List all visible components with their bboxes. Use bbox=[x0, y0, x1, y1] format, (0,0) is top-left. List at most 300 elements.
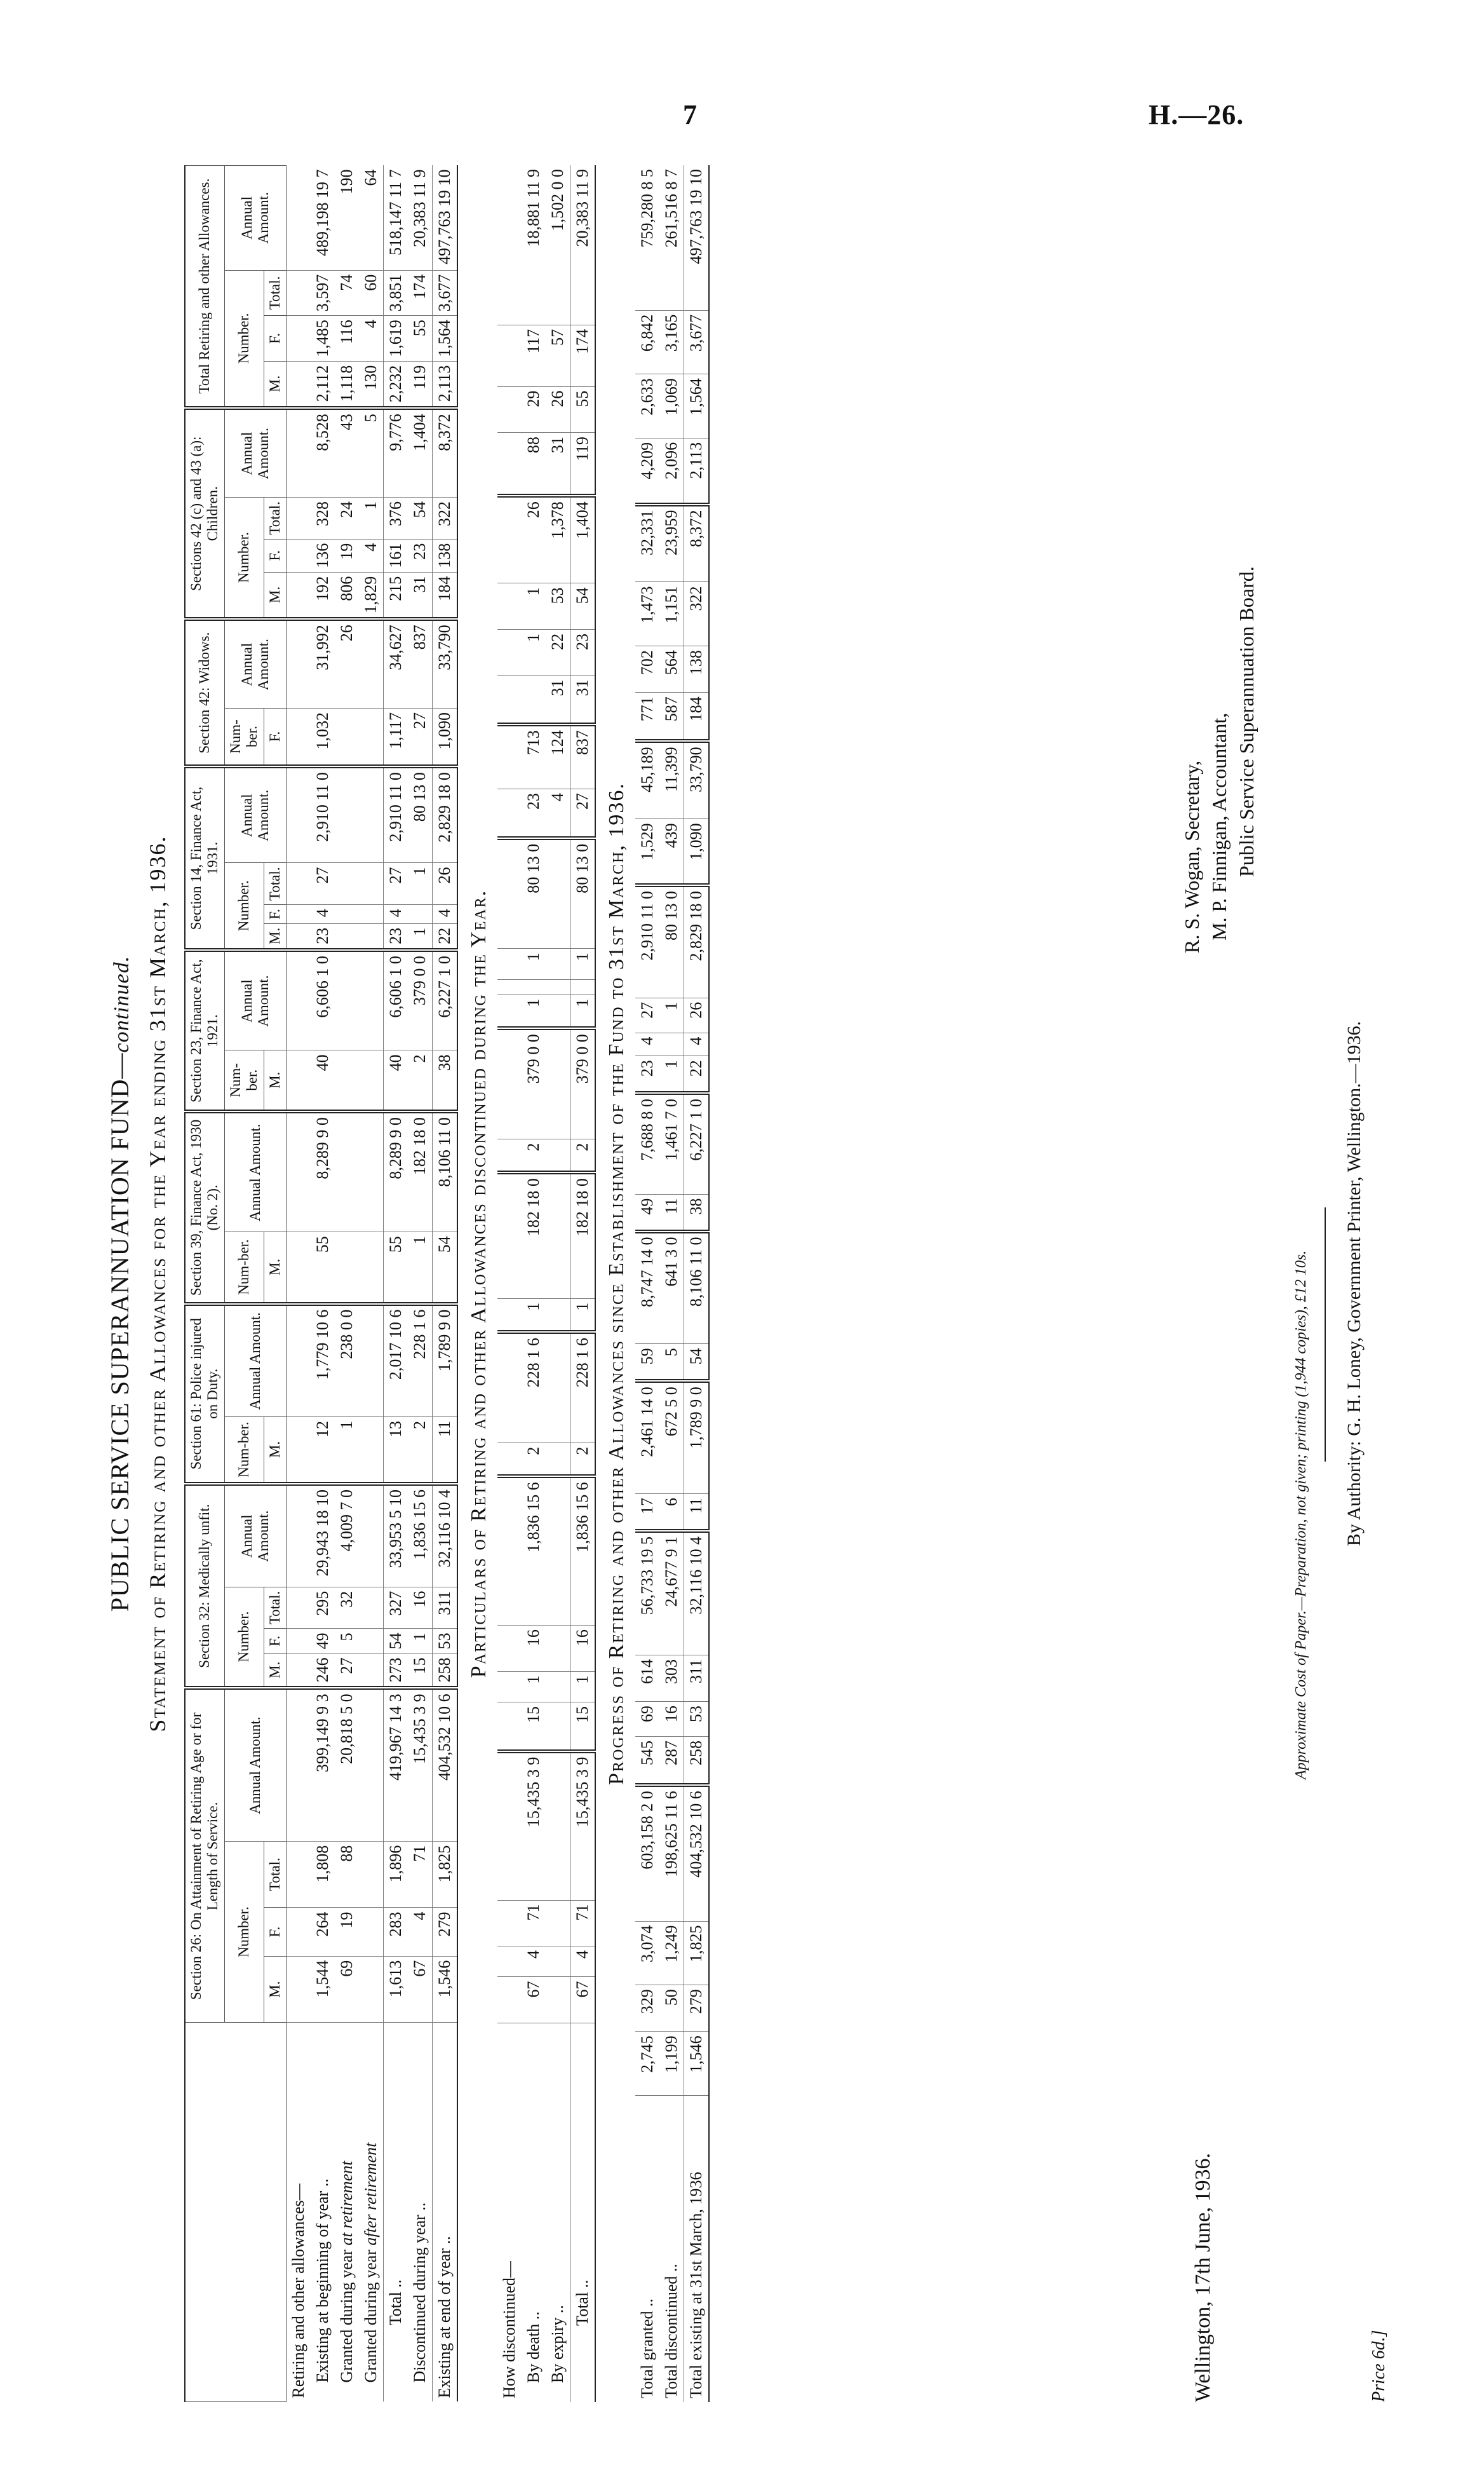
statement-cell bbox=[335, 923, 359, 950]
discontinued-cell: 2 bbox=[522, 1443, 546, 1476]
statement-cell: 3,677 bbox=[433, 270, 458, 316]
number-header: Num-ber. bbox=[224, 1232, 264, 1304]
total-header: Total. bbox=[264, 1587, 286, 1629]
progress-cell: 2,829 18 0 bbox=[684, 885, 710, 998]
statement-cell: 12 bbox=[311, 1417, 335, 1484]
column-group-header: Section 42: Widows. bbox=[185, 619, 224, 766]
discontinued-cell bbox=[497, 1751, 522, 1900]
statement-cell: 49 bbox=[311, 1629, 335, 1654]
statement-cell: 283 bbox=[384, 1908, 408, 1956]
statement-cell: 8,289 9 0 bbox=[311, 1111, 335, 1232]
discontinued-cell bbox=[546, 1946, 570, 1977]
discontinued-cell: 15 bbox=[522, 1702, 546, 1751]
statement-cell bbox=[359, 950, 384, 1050]
statement-cell: 497,763 19 10 bbox=[433, 166, 458, 271]
statement-cell bbox=[359, 1232, 384, 1304]
discontinued-cell bbox=[522, 979, 546, 995]
progress-cell: 80 13 0 bbox=[659, 885, 684, 998]
statement-cell: 29,943 18 10 bbox=[311, 1484, 335, 1587]
progress-row bbox=[684, 165, 710, 2402]
statement-cell: 1,032 bbox=[311, 709, 335, 767]
discontinued-cell bbox=[497, 629, 522, 676]
progress-cell: 50 bbox=[659, 1985, 684, 2032]
discontinued-cell bbox=[497, 165, 522, 325]
statement-cell: 54 bbox=[384, 1629, 408, 1654]
discontinued-cell bbox=[546, 1900, 570, 1946]
cost-of-paper: Approximate Cost of Paper.—Preparation, not given; printing (1,944 copies), £12 10s. bbox=[1293, 1250, 1309, 1779]
statement-cell bbox=[287, 766, 311, 863]
discontinued-cell bbox=[497, 1702, 522, 1751]
statement-cell bbox=[287, 408, 311, 497]
statement-cell: 5 bbox=[335, 1629, 359, 1654]
statement-cell: 837 bbox=[408, 619, 433, 708]
statement-cell: 4 bbox=[433, 905, 458, 924]
statement-row bbox=[408, 166, 433, 2402]
statement-cell: 40 bbox=[384, 1050, 408, 1111]
m-header: M. bbox=[264, 1417, 286, 1484]
progress-cell: 3,677 bbox=[684, 310, 710, 374]
statement-cell bbox=[359, 1050, 384, 1111]
discontinued-cell bbox=[497, 386, 522, 433]
progress-cell: 672 5 0 bbox=[659, 1381, 684, 1493]
progress-cell: 564 bbox=[659, 646, 684, 693]
progress-cell: 138 bbox=[684, 646, 710, 693]
statement-cell: 1,564 bbox=[433, 316, 458, 362]
statement-cell bbox=[287, 1654, 311, 1688]
statement-cell: 33,790 bbox=[433, 619, 458, 708]
statement-cell: 138 bbox=[433, 539, 458, 572]
m-header: M. bbox=[264, 572, 286, 619]
statement-cell: 55 bbox=[408, 316, 433, 362]
progress-cell: 23,959 bbox=[659, 505, 684, 582]
number-header: Number. bbox=[224, 498, 264, 620]
header-row-groups bbox=[185, 166, 224, 2402]
discontinued-cell bbox=[497, 789, 522, 838]
discontinued-row-label: By expiry .. bbox=[548, 2305, 567, 2383]
signature-board: Public Service Superannuation Board. bbox=[1235, 566, 1258, 877]
statement-cell bbox=[359, 1841, 384, 1908]
progress-cell: 11,399 bbox=[659, 741, 684, 818]
statement-cell: 327 bbox=[384, 1587, 408, 1629]
progress-cell: 184 bbox=[684, 693, 710, 742]
statement-cell: 518,147 11 7 bbox=[384, 166, 408, 271]
progress-cell: 17 bbox=[635, 1494, 659, 1531]
progress-cell: 26 bbox=[684, 998, 710, 1033]
document-reference: H.—26. bbox=[1149, 99, 1245, 130]
progress-cell: 198,625 11 6 bbox=[659, 1785, 684, 1921]
discontinued-cell: 29 bbox=[522, 386, 546, 433]
progress-cell: 1,151 bbox=[659, 582, 684, 646]
discontinued-cell: 16 bbox=[570, 1626, 596, 1672]
discontinued-cell: 228 1 6 bbox=[570, 1332, 596, 1443]
discontinued-cell bbox=[497, 1139, 522, 1172]
progress-cell: 771 bbox=[635, 693, 659, 742]
progress-cell: 8,106 11 0 bbox=[684, 1232, 710, 1344]
discontinued-cell bbox=[497, 1028, 522, 1139]
progress-cell: 38 bbox=[684, 1194, 710, 1231]
statement-cell: 322 bbox=[433, 498, 458, 540]
progress-cell: 54 bbox=[684, 1344, 710, 1381]
statement-cell bbox=[359, 905, 384, 924]
statement-cell: 1,544 bbox=[311, 1956, 335, 2023]
statement-cell bbox=[359, 766, 384, 863]
statement-cell bbox=[335, 1232, 359, 1304]
discontinued-cell: 4 bbox=[546, 789, 570, 838]
progress-cell: 2,745 bbox=[635, 2032, 659, 2096]
discontinued-cell bbox=[546, 1139, 570, 1172]
progress-row-label: Total granted .. bbox=[638, 2298, 657, 2398]
discontinued-cell bbox=[546, 1028, 570, 1139]
progress-cell: 1,069 bbox=[659, 374, 684, 438]
statement-cell: 38 bbox=[433, 1050, 458, 1111]
discontinued-cell: 20,383 11 9 bbox=[570, 165, 596, 325]
discontinued-cell bbox=[497, 676, 522, 724]
statement-cell: 228 1 6 bbox=[408, 1304, 433, 1417]
discontinued-cell bbox=[497, 496, 522, 583]
page-number: 7 bbox=[683, 99, 697, 130]
total-header: Total. bbox=[264, 498, 286, 540]
discontinued-cell: 71 bbox=[522, 1900, 546, 1946]
statement-cell: 23 bbox=[384, 923, 408, 950]
statement-cell bbox=[287, 1629, 311, 1654]
discontinued-cell: 1 bbox=[522, 1671, 546, 1702]
progress-cell: 4 bbox=[635, 1033, 659, 1056]
statement-cell: 88 bbox=[335, 1841, 359, 1908]
annual-amount-header: Annual Amount. bbox=[224, 1484, 286, 1587]
statement-cell: 64 bbox=[359, 166, 384, 271]
progress-cell: 11 bbox=[659, 1194, 684, 1231]
statement-cell bbox=[359, 1417, 384, 1484]
progress-cell: 69 bbox=[635, 1702, 659, 1737]
discontinued-cell: 1 bbox=[522, 949, 546, 979]
column-group-header: Total Retiring and other Allowances. bbox=[185, 166, 224, 409]
statement-cell: 54 bbox=[433, 1232, 458, 1304]
statement-cell bbox=[287, 316, 311, 362]
m-header: M. bbox=[264, 1654, 286, 1688]
progress-cell: 1,090 bbox=[684, 819, 710, 885]
progress-cell: 2,910 11 0 bbox=[635, 885, 659, 998]
statement-cell: 16 bbox=[408, 1587, 433, 1629]
progress-cell: 27 bbox=[635, 998, 659, 1033]
statement-cell bbox=[359, 619, 384, 708]
discontinued-cell: 1,502 0 0 bbox=[546, 165, 570, 325]
statement-cell: 55 bbox=[311, 1232, 335, 1304]
statement-cell bbox=[335, 766, 359, 863]
statement-cell: 2 bbox=[408, 1417, 433, 1484]
statement-cell: 3,851 bbox=[384, 270, 408, 316]
statement-cell: 1,836 15 6 bbox=[408, 1484, 433, 1587]
statement-cell bbox=[287, 709, 311, 767]
statement-cell bbox=[287, 498, 311, 540]
statement-cell: 215 bbox=[384, 572, 408, 619]
statement-cell: 119 bbox=[408, 361, 433, 408]
statement-cell: 27 bbox=[311, 863, 335, 905]
discontinued-cell bbox=[497, 1977, 522, 2023]
statement-row bbox=[335, 166, 359, 2402]
progress-cell: 8,372 bbox=[684, 505, 710, 582]
statement-cell: 23 bbox=[408, 539, 433, 572]
f-header: F. bbox=[264, 1629, 286, 1654]
statement-title: Statement of Retiring and other Allowances for the Year ending 31st March, 1936. bbox=[145, 835, 170, 1732]
statement-cell: 1,619 bbox=[384, 316, 408, 362]
statement-cell: 15,435 3 9 bbox=[408, 1688, 433, 1841]
statement-cell bbox=[335, 1050, 359, 1111]
progress-cell: 32,331 bbox=[635, 505, 659, 582]
statement-cell: 31 bbox=[408, 572, 433, 619]
statement-cell: 22 bbox=[433, 923, 458, 950]
m-header: M. bbox=[264, 923, 286, 950]
statement-cell: 19 bbox=[335, 539, 359, 572]
discontinued-cell: 1 bbox=[522, 583, 546, 630]
statement-cell: 1,779 10 6 bbox=[311, 1304, 335, 1417]
statement-cell bbox=[335, 709, 359, 767]
printer-authority: By Authority: G. H. Loney, Government Printer, Wellington.—1936. bbox=[1344, 1021, 1365, 1547]
discontinued-cell bbox=[497, 1626, 522, 1672]
statement-cell: 19 bbox=[335, 1908, 359, 1956]
statement-cell: 1,090 bbox=[433, 709, 458, 767]
discontinued-cell: 67 bbox=[522, 1977, 546, 2023]
rotated-page bbox=[98, 153, 1426, 2415]
m-header: M. bbox=[264, 1050, 286, 1111]
statement-cell: 5 bbox=[359, 408, 384, 497]
discontinued-cell: 182 18 0 bbox=[570, 1172, 596, 1298]
discontinued-cell: 1 bbox=[570, 949, 596, 979]
progress-cell: 1,789 9 0 bbox=[684, 1381, 710, 1493]
statement-cell bbox=[359, 1908, 384, 1956]
discontinued-cell bbox=[497, 433, 522, 496]
progress-table bbox=[635, 165, 710, 2402]
statement-cell: 1,485 bbox=[311, 316, 335, 362]
allowances-tables bbox=[184, 165, 710, 2402]
discontinued-cell: 23 bbox=[570, 629, 596, 676]
signatures bbox=[1178, 566, 1261, 953]
progress-cell: 7,688 8 0 bbox=[635, 1093, 659, 1194]
statement-cell bbox=[287, 1908, 311, 1956]
statement-cell bbox=[335, 863, 359, 905]
statement-cell bbox=[359, 923, 384, 950]
discontinued-cell: 55 bbox=[570, 386, 596, 433]
progress-cell: 641 3 0 bbox=[659, 1232, 684, 1344]
discontinued-cell bbox=[497, 1298, 522, 1332]
statement-cell: 419,967 14 3 bbox=[384, 1688, 408, 1841]
statement-cell: 130 bbox=[359, 361, 384, 408]
progress-cell: 16 bbox=[659, 1702, 684, 1737]
statement-cell: 1 bbox=[335, 1417, 359, 1484]
statement-cell: 27 bbox=[408, 709, 433, 767]
statement-cell: 1,118 bbox=[335, 361, 359, 408]
progress-cell: 311 bbox=[684, 1655, 710, 1701]
number-header: Number. bbox=[224, 1587, 264, 1688]
column-group-header: Section 23, Finance Act, 1921. bbox=[185, 950, 224, 1111]
statement-cell bbox=[287, 1050, 311, 1111]
progress-cell: 1,473 bbox=[635, 582, 659, 646]
progress-cell: 53 bbox=[684, 1702, 710, 1737]
statement-cell: 182 18 0 bbox=[408, 1111, 433, 1232]
discontinued-cell: 15 bbox=[570, 1702, 596, 1751]
discontinued-cell: 2 bbox=[522, 1139, 546, 1172]
discontinued-cell bbox=[570, 979, 596, 995]
statement-cell: 311 bbox=[433, 1587, 458, 1629]
discontinued-cell: 31 bbox=[546, 433, 570, 496]
discontinued-cell bbox=[546, 1626, 570, 1672]
discontinued-row bbox=[497, 165, 522, 2402]
number-header: Number. bbox=[224, 863, 264, 950]
progress-cell: 1,461 7 0 bbox=[659, 1093, 684, 1194]
statement-cell: 2,113 bbox=[433, 361, 458, 408]
statement-cell: 31,992 bbox=[311, 619, 335, 708]
discontinued-cell: 31 bbox=[546, 676, 570, 724]
column-group-header: Section 61: Police injured on Duty. bbox=[185, 1304, 224, 1484]
statement-cell: 20,383 11 9 bbox=[408, 166, 433, 271]
statement-cell bbox=[359, 1304, 384, 1417]
discontinued-cell bbox=[497, 995, 522, 1028]
discontinued-cell bbox=[546, 1751, 570, 1900]
statement-cell: 27 bbox=[335, 1654, 359, 1688]
discontinued-table bbox=[497, 165, 596, 2402]
discontinued-row bbox=[546, 165, 570, 2402]
statement-cell bbox=[359, 1111, 384, 1232]
discontinued-cell: 57 bbox=[546, 325, 570, 386]
m-header: M. bbox=[264, 1956, 286, 2023]
progress-title: Progress of Retiring and other Allowances since Establishment of the Fund to 31st March, 1936. bbox=[605, 782, 629, 1785]
statement-cell: 1 bbox=[359, 498, 384, 540]
progress-cell: 33,790 bbox=[684, 741, 710, 818]
statement-cell: 1,613 bbox=[384, 1956, 408, 2023]
discontinued-cell bbox=[497, 583, 522, 630]
statement-cell: 238 0 0 bbox=[335, 1304, 359, 1417]
progress-cell bbox=[659, 1033, 684, 1056]
discontinued-cell: 837 bbox=[570, 724, 596, 789]
statement-cell: 2,017 10 6 bbox=[384, 1304, 408, 1417]
discontinued-cell: 15,435 3 9 bbox=[570, 1751, 596, 1900]
statement-row-label: Granted during year at retirement bbox=[337, 2161, 356, 2383]
progress-cell: 56,733 19 5 bbox=[635, 1531, 659, 1655]
discontinued-cell: 1 bbox=[570, 1671, 596, 1702]
statement-row bbox=[384, 166, 408, 2402]
statement-row-label: Existing at end of year .. bbox=[433, 2023, 458, 2402]
progress-cell: 1,529 bbox=[635, 819, 659, 885]
statement-cell: 1 bbox=[408, 923, 433, 950]
progress-cell: 2,461 14 0 bbox=[635, 1381, 659, 1493]
statement-cell bbox=[287, 270, 311, 316]
progress-row-label: Total discontinued .. bbox=[662, 2264, 681, 2398]
statement-cell: 404,532 10 6 bbox=[433, 1688, 458, 1841]
discontinued-cell bbox=[546, 1443, 570, 1476]
progress-cell: 404,532 10 6 bbox=[684, 1785, 710, 1921]
discontinued-cell bbox=[522, 676, 546, 724]
progress-cell: 1,249 bbox=[659, 1921, 684, 1985]
statement-cell: 2,910 11 0 bbox=[311, 766, 335, 863]
progress-cell: 4,209 bbox=[635, 438, 659, 504]
annual-amount-header: Annual Amount. bbox=[224, 166, 286, 271]
f-header: F. bbox=[264, 905, 286, 924]
discontinued-cell bbox=[546, 1476, 570, 1625]
progress-cell: 258 bbox=[684, 1737, 710, 1786]
discontinued-cell bbox=[497, 979, 522, 995]
number-header: Num-ber. bbox=[224, 1050, 264, 1111]
statement-cell bbox=[408, 905, 433, 924]
m-header: M. bbox=[264, 361, 286, 408]
f-header: F. bbox=[264, 316, 286, 362]
statement-cell: 60 bbox=[359, 270, 384, 316]
discontinued-cell: 1 bbox=[522, 629, 546, 676]
progress-cell: 2,096 bbox=[659, 438, 684, 504]
progress-cell: 59 bbox=[635, 1344, 659, 1381]
annual-amount-header: Annual Amount. bbox=[224, 408, 286, 497]
statement-cell: 279 bbox=[433, 1908, 458, 1956]
discontinued-cell bbox=[497, 1332, 522, 1443]
discontinued-cell: 379 0 0 bbox=[570, 1028, 596, 1139]
statement-cell: 2,829 18 0 bbox=[433, 766, 458, 863]
statement-cell: 32,116 10 4 bbox=[433, 1484, 458, 1587]
statement-cell: 8,528 bbox=[311, 408, 335, 497]
statement-cell: 264 bbox=[311, 1908, 335, 1956]
statement-cell: 4 bbox=[384, 905, 408, 924]
statement-cell: 174 bbox=[408, 270, 433, 316]
statement-cell: 4 bbox=[408, 1908, 433, 1956]
discontinued-cell: 71 bbox=[570, 1900, 596, 1946]
discontinued-cell bbox=[546, 1172, 570, 1298]
progress-cell: 6 bbox=[659, 1494, 684, 1531]
statement-cell: 26 bbox=[433, 863, 458, 905]
discontinued-cell bbox=[497, 1476, 522, 1625]
statement-cell bbox=[287, 863, 311, 905]
discontinued-cell bbox=[546, 979, 570, 995]
progress-cell: 303 bbox=[659, 1655, 684, 1701]
statement-table bbox=[184, 165, 458, 2402]
fund-title-text: PUBLIC SERVICE SUPERANNUATION FUND— bbox=[105, 1052, 134, 1612]
progress-cell: 287 bbox=[659, 1737, 684, 1786]
discontinued-cell: 228 1 6 bbox=[522, 1332, 546, 1443]
discontinued-cell bbox=[497, 1172, 522, 1298]
discontinued-cell: 379 0 0 bbox=[522, 1028, 546, 1139]
discontinued-cell bbox=[497, 1443, 522, 1476]
statement-cell: 13 bbox=[384, 1417, 408, 1484]
statement-cell: 1 bbox=[408, 1232, 433, 1304]
statement-cell: 8,372 bbox=[433, 408, 458, 497]
discontinued-row-label: By death .. bbox=[524, 2311, 543, 2383]
annual-amount-header: Annual Amount. bbox=[224, 1111, 286, 1232]
discontinued-cell bbox=[546, 1702, 570, 1751]
discontinued-cell: 22 bbox=[546, 629, 570, 676]
price: Price 6d.] bbox=[1369, 2330, 1389, 2402]
statement-cell: 273 bbox=[384, 1654, 408, 1688]
statement-cell: 376 bbox=[384, 498, 408, 540]
discontinued-cell: 117 bbox=[522, 325, 546, 386]
discontinued-cell bbox=[497, 325, 522, 386]
progress-cell: 6,227 1 0 bbox=[684, 1093, 710, 1194]
number-header: Num-ber. bbox=[224, 709, 264, 767]
discontinued-title: Particulars of Retiring and other Allowances discontinued during the Year. bbox=[467, 889, 491, 1678]
progress-cell: 261,516 8 7 bbox=[659, 165, 684, 310]
statement-cell bbox=[287, 905, 311, 924]
discontinued-cell: 4 bbox=[522, 1946, 546, 1977]
statement-cell bbox=[287, 1304, 311, 1417]
statement-cell bbox=[287, 166, 311, 271]
statement-cell: 26 bbox=[335, 619, 359, 708]
row-label-header bbox=[185, 2023, 287, 2402]
discontinued-cell: 1 bbox=[570, 1298, 596, 1332]
discontinued-cell: 16 bbox=[522, 1626, 546, 1672]
progress-cell: 2,113 bbox=[684, 438, 710, 504]
column-group-header: Section 39, Finance Act, 1930 (No. 2). bbox=[185, 1111, 224, 1303]
statement-row bbox=[433, 166, 458, 2402]
number-header: Number. bbox=[224, 1841, 264, 2023]
progress-cell: 1,564 bbox=[684, 374, 710, 438]
discontinued-row bbox=[522, 165, 546, 2402]
discontinued-row-label: How discontinued— bbox=[500, 2261, 519, 2398]
total-header: Total. bbox=[264, 863, 286, 905]
